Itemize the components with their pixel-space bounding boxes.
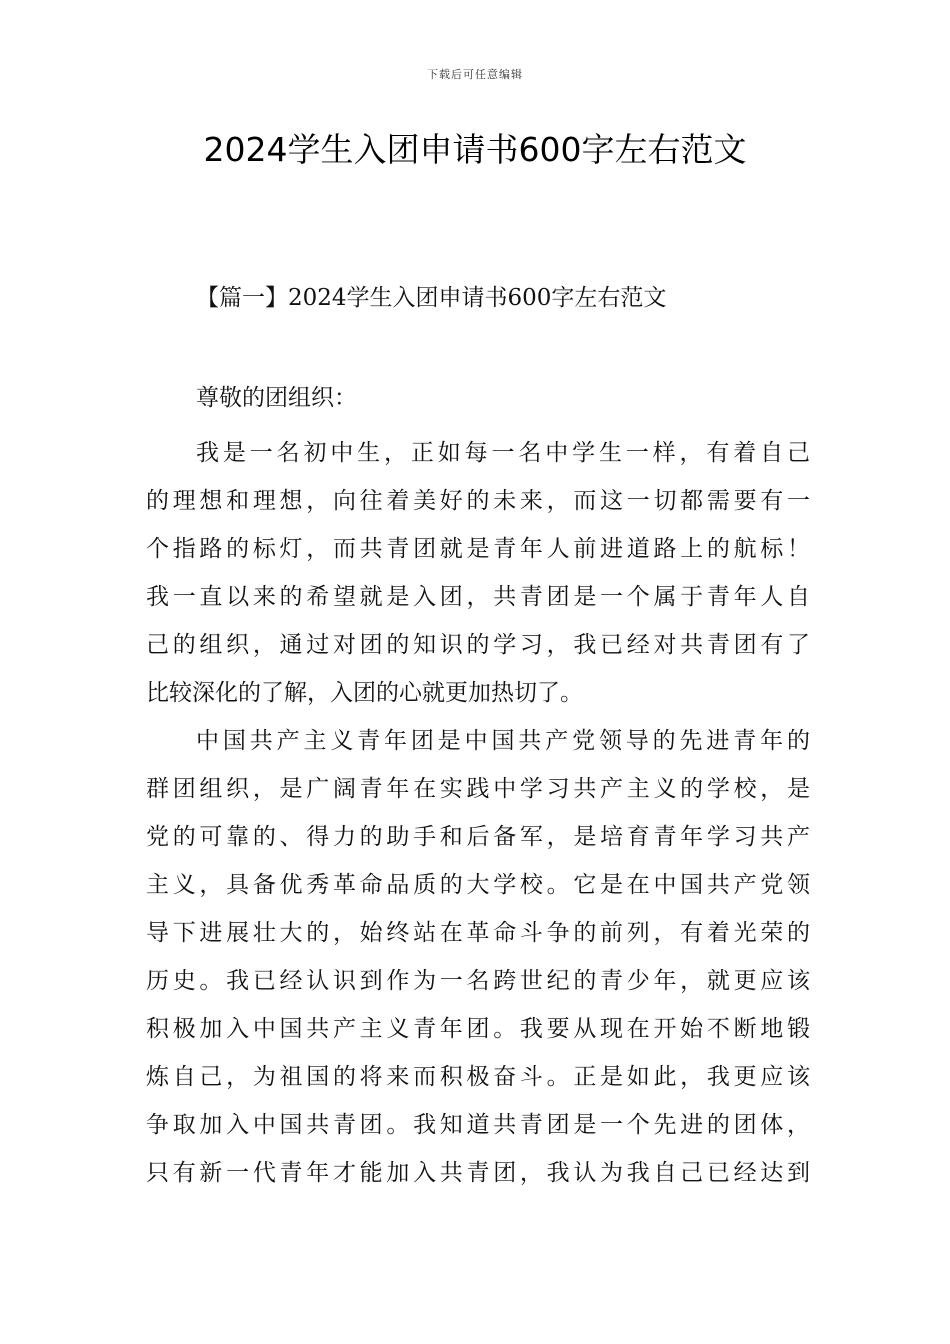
paragraph-line: 比较深化的了解，入团的心就更加热切了。 <box>146 680 583 706</box>
paragraph-line: 个指路的标灯，而共青团就是青年人前进道路上的航标！ <box>146 536 810 562</box>
greeting-line: 尊敬的团组织： <box>196 385 357 411</box>
paragraph-line: 我一直以来的希望就是入团，共青团是一个属于青年人自 <box>146 584 810 610</box>
section-heading: 【篇一】2024学生入团申请书600字左右范文 <box>196 285 667 311</box>
paragraph-line: 我是一名初中生，正如每一名中学生一样，有着自己 <box>196 440 810 466</box>
paragraph-1 <box>146 429 810 717</box>
document-title: 2024学生入团申请书600字左右范文 <box>203 130 747 169</box>
body-text <box>146 429 810 1197</box>
header-note: 下载后可任意编辑 <box>427 68 523 81</box>
paragraph-line: 历史。我已经认识到作为一名跨世纪的青少年，就更应该 <box>146 968 810 994</box>
paragraph-line: 己的组织，通过对团的知识的学习，我已经对共青团有了 <box>146 632 810 658</box>
paragraph-line: 导下进展壮大的，始终站在革命斗争的前列，有着光荣的 <box>146 920 810 946</box>
paragraph-line: 炼自己，为祖国的将来而积极奋斗。正是如此，我更应该 <box>146 1064 810 1090</box>
paragraph-line: 争取加入中国共青团。我知道共青团是一个先进的团体， <box>146 1112 810 1138</box>
paragraph-line: 党的可靠的、得力的助手和后备军，是培育青年学习共产 <box>146 824 810 850</box>
paragraph-line: 主义，具备优秀革命品质的大学校。它是在中国共产党领 <box>146 872 810 898</box>
paragraph-line: 只有新一代青年才能加入共青团，我认为我自己已经达到 <box>146 1160 810 1186</box>
paragraph-line: 的理想和理想，向往着美好的未来，而这一切都需要有一 <box>146 488 810 514</box>
paragraph-line: 中国共产主义青年团是中国共产党领导的先进青年的 <box>196 728 810 754</box>
paragraph-2 <box>146 717 810 1197</box>
paragraph-line: 积极加入中国共产主义青年团。我要从现在开始不断地锻 <box>146 1016 810 1042</box>
paragraph-line: 群团组织，是广阔青年在实践中学习共产主义的学校，是 <box>146 776 810 802</box>
